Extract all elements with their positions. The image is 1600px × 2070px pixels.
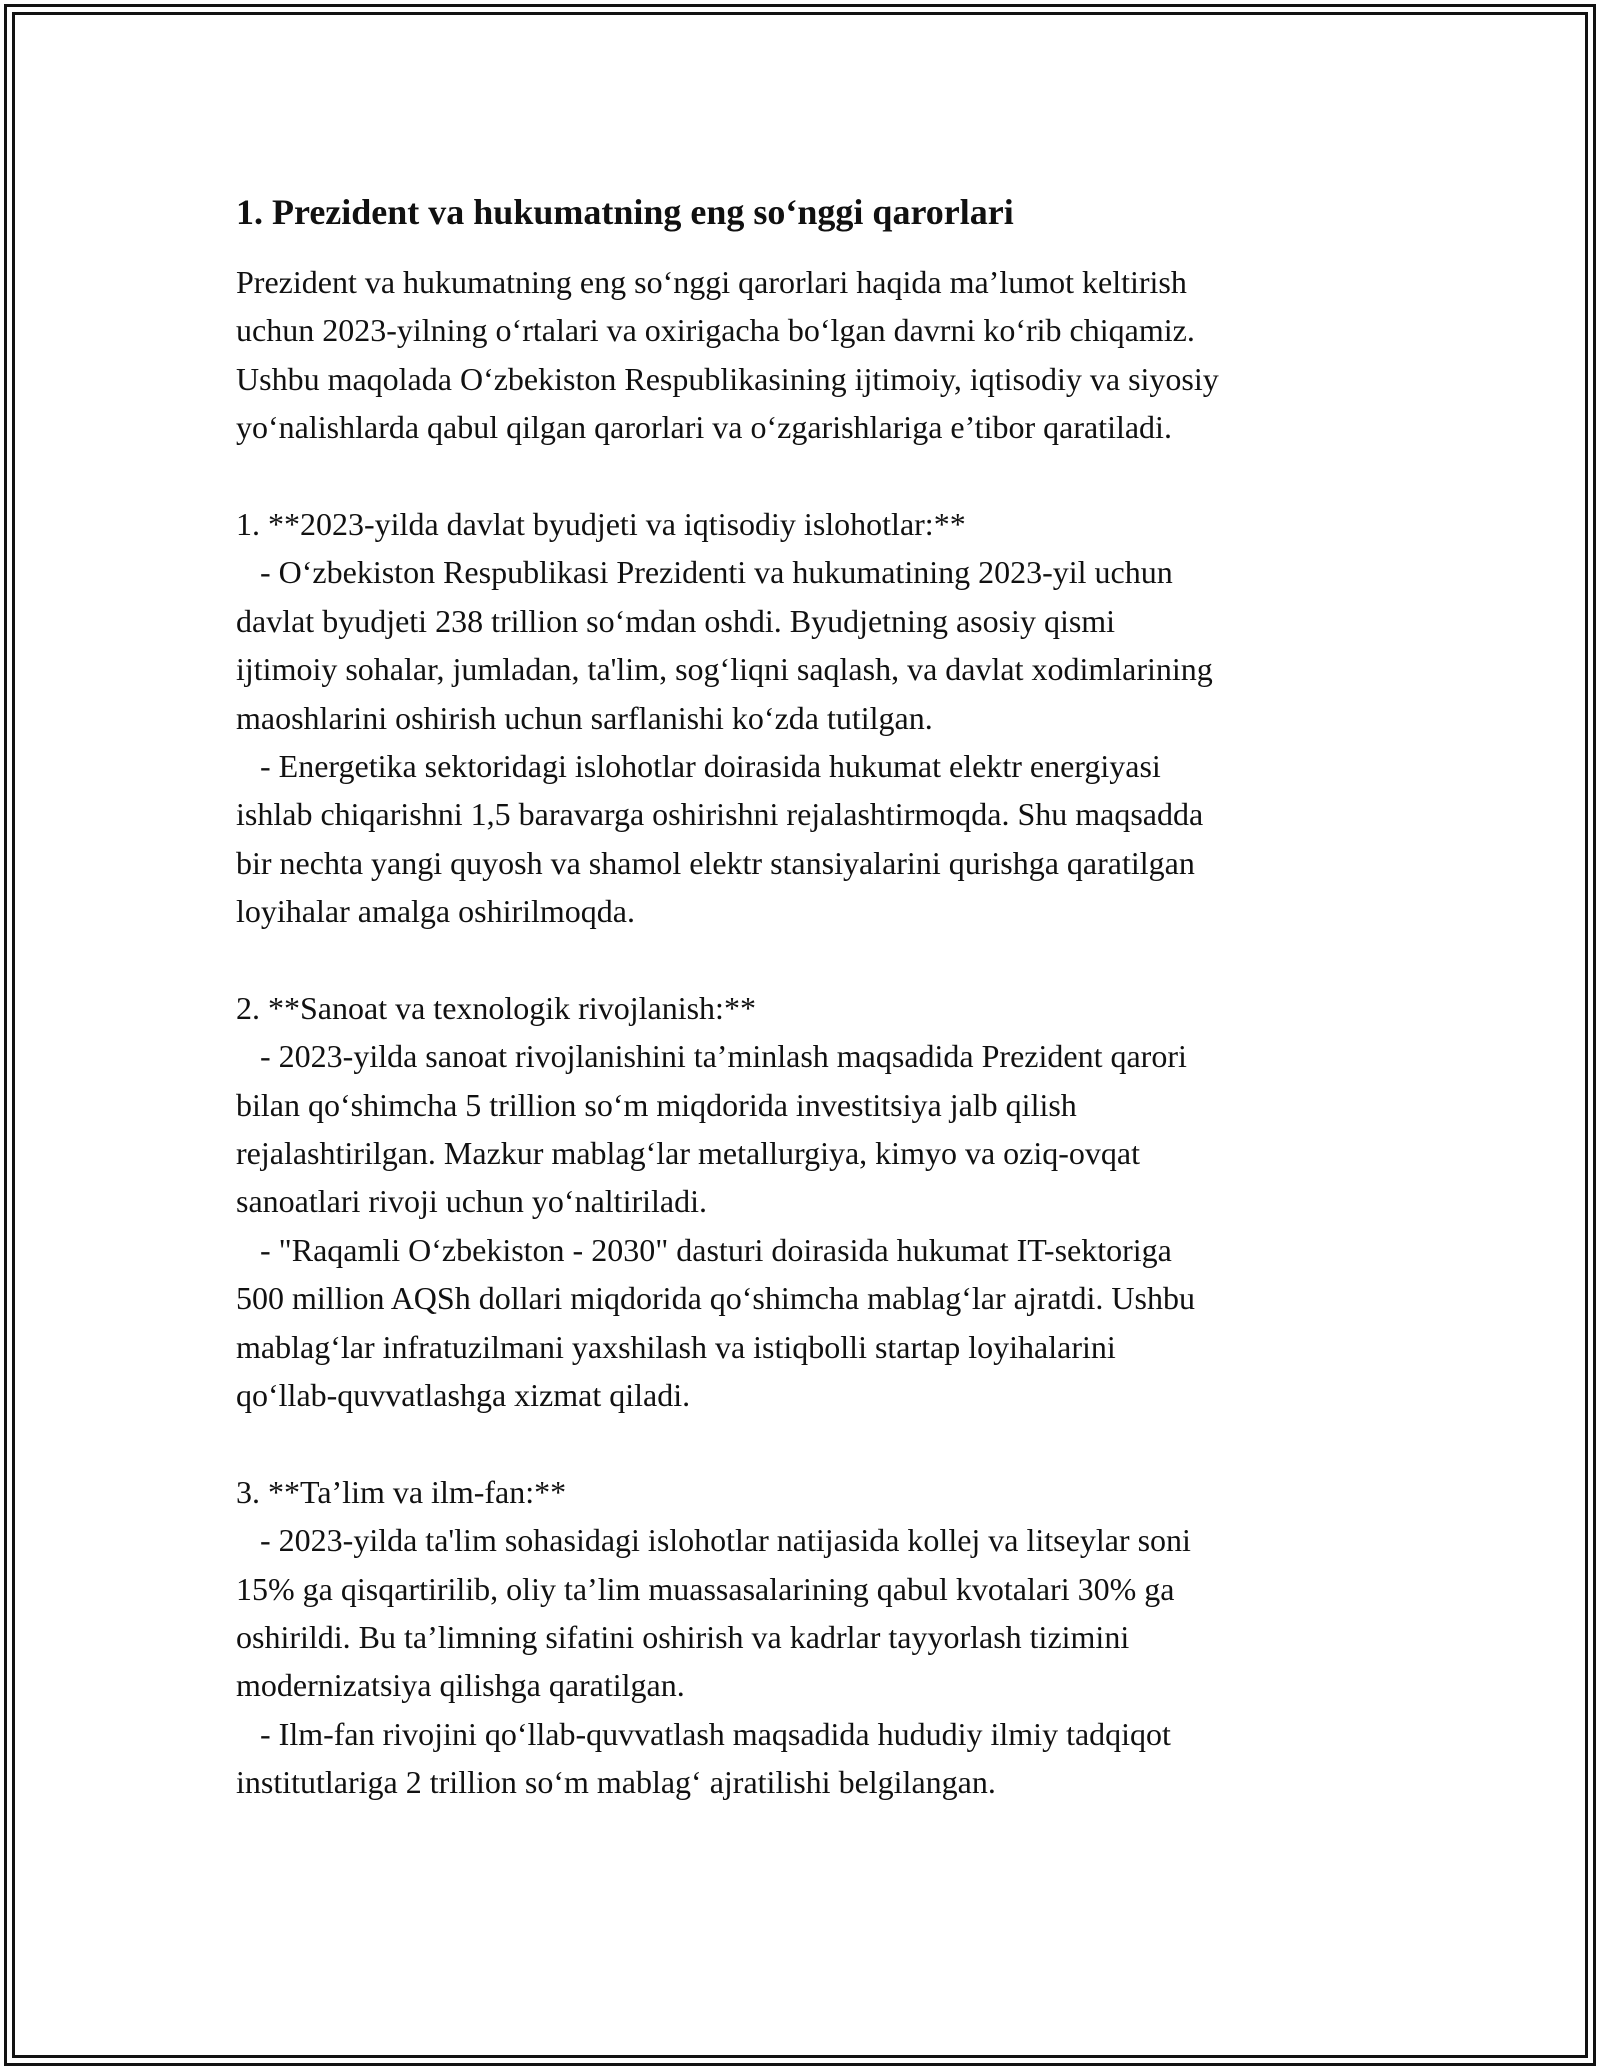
paragraph-gap — [236, 452, 1386, 500]
text-line: uchun 2023-yilning o‘rtalari va oxirigacha bo‘lgan davrni ko‘rib chiqamiz. — [236, 312, 1195, 349]
text-line: oshirildi. Bu ta’limning sifatini oshirish va kadrlar tayyorlash tizimini — [236, 1618, 1130, 1655]
section-title: 1. **2023-yilda davlat byudjeti va iqtisodiy islohotlar:** — [236, 505, 966, 542]
text-line: yo‘nalishlarda qabul qilgan qarorlari va o‘zgarishlariga e’tibor qaratiladi. — [236, 409, 1172, 446]
section-budget — [236, 500, 1386, 936]
text-line: - O‘zbekiston Respublikasi Prezidenti va hukumatining 2023-yil uchun — [236, 554, 1173, 591]
text-line: 500 million AQSh dollari miqdorida qo‘shimcha mablag‘lar ajratdi. Ushbu — [236, 1280, 1195, 1317]
paragraph-gap — [236, 1419, 1386, 1467]
text-line: bir nechta yangi quyosh va shamol elektr stansiyalarini qurishga qaratilgan — [236, 844, 1195, 881]
section-title: 3. **Ta’lim va ilm-fan:** — [236, 1473, 567, 1510]
section-education — [236, 1468, 1386, 1807]
paragraph-gap — [236, 935, 1386, 983]
text-line: loyihalar amalga oshirilmoqda. — [236, 893, 635, 930]
text-line: institutlariga 2 trillion so‘m mablag‘ ajratilishi belgilangan. — [236, 1764, 996, 1801]
text-line: modernizatsiya qilishga qaratilgan. — [236, 1667, 685, 1704]
section-title: 2. **Sanoat va texnologik rivojlanish:** — [236, 989, 756, 1026]
section-industry — [236, 984, 1386, 1420]
text-line: ijtimoiy sohalar, jumladan, ta'lim, sog‘liqni saqlash, va davlat xodimlarining — [236, 651, 1213, 688]
text-line: - 2023-yilda sanoat rivojlanishini ta’minlash maqsadida Prezident qarori — [236, 1038, 1187, 1075]
intro-paragraph — [236, 258, 1386, 452]
text-line: ishlab chiqarishni 1,5 baravarga oshirishni rejalashtirmoqda. Shu maqsadda — [236, 796, 1204, 833]
text-line: rejalashtirilgan. Mazkur mablag‘lar metallurgiya, kimyo va oziq-ovqat — [236, 1135, 1140, 1172]
document-heading: 1. Prezident va hukumatning eng so‘nggi qarorlari — [236, 192, 1014, 232]
text-line: Ushbu maqolada O‘zbekiston Respublikasining ijtimoiy, iqtisodiy va siyosiy — [236, 360, 1219, 397]
text-line: mablag‘lar infratuzilmani yaxshilash va istiqbolli startap loyihalarini — [236, 1328, 1116, 1365]
text-line: bilan qo‘shimcha 5 trillion so‘m miqdorida investitsiya jalb qilish — [236, 1086, 1077, 1123]
text-line: Prezident va hukumatning eng so‘nggi qarorlari haqida ma’lumot keltirish — [236, 264, 1187, 300]
document-body — [236, 188, 1386, 1807]
text-line: qo‘llab-quvvatlashga xizmat qiladi. — [236, 1376, 691, 1413]
text-line: sanoatlari rivoji uchun yo‘naltiriladi. — [236, 1183, 707, 1220]
text-line: - 2023-yilda ta'lim sohasidagi islohotlar natijasida kollej va litseylar soni — [236, 1522, 1191, 1559]
text-line: davlat byudjeti 238 trillion so‘mdan oshdi. Byudjetning asosiy qismi — [236, 602, 1116, 639]
text-line: - Ilm-fan rivojini qo‘llab-quvvatlash maqsadida hududiy ilmiy tadqiqot — [236, 1715, 1171, 1752]
text-line: maoshlarini oshirish uchun sarflanishi ko‘zda tutilgan. — [236, 699, 933, 736]
text-line: - Energetika sektoridagi islohotlar doirasida hukumat elektr energiyasi — [236, 747, 1161, 784]
text-line: - "Raqamli O‘zbekiston - 2030" dasturi doirasida hukumat IT-sektoriga — [236, 1231, 1172, 1268]
text-line: 15% ga qisqartirilib, oliy ta’lim muassasalarining qabul kvotalari 30% ga — [236, 1570, 1175, 1607]
